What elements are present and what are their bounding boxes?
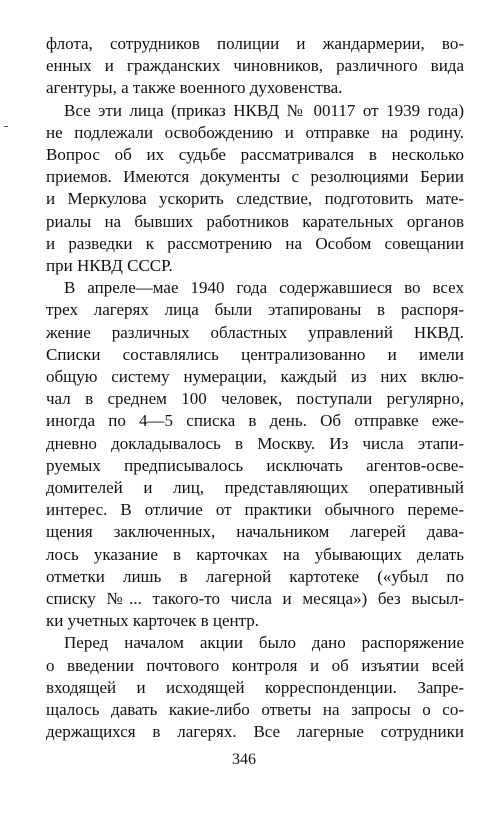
- text-line: иногда по 4—5 списка в день. Об отправке еже-: [46, 411, 464, 431]
- text-line: Перед началом акции было дано распоряжение: [64, 633, 464, 653]
- text-line: агентуры, а также военного духовенства.: [46, 78, 343, 98]
- text-line: при НКВД СССР.: [46, 256, 173, 275]
- text-line: ки учетных карточек в центр.: [46, 611, 259, 631]
- text-line: Списки составлялись централизованно и имели: [46, 344, 464, 364]
- text-line: трех лагерях лица были этапированы в распоря-: [46, 300, 464, 320]
- text-line: отметки лишь в лагерной картотеке («убыл по: [46, 566, 464, 586]
- text-line: держащихся в лагерях. Все лагерные сотрудники: [46, 722, 464, 742]
- text-line: о введении почтового контроля и об изъятии всей: [46, 655, 464, 675]
- text-line: В апреле—мае 1940 года содержавшиеся во всех: [64, 278, 464, 298]
- text-line: флота, сотрудников полиции и жандармерии, во-: [46, 34, 464, 53]
- text-line: домителей и лиц, представляющих оперативный: [46, 478, 464, 497]
- text-line: лось указание в карточках на убывающих делать: [46, 544, 464, 564]
- text-line: Вопрос об их судьбе рассматривался в несколько: [46, 145, 464, 164]
- text-line: щалось давать какие-либо ответы на запросы о со-: [46, 700, 464, 719]
- text-line: щения заключенных, начальником лагерей дава-: [46, 522, 464, 542]
- text-line: енных и гражданских чиновников, различного вида: [46, 56, 464, 76]
- text-line: дневно докладывалось в Москву. Из числа этапи-: [46, 433, 464, 453]
- text-line: списку №... такого-то числа и месяца») без высыл-: [46, 589, 464, 608]
- page-number: 346: [232, 751, 256, 769]
- text-line: входящей и исходящей корреспонденции. Запре-: [46, 677, 464, 697]
- text-line: интерес. В отличие от практики обычного переме-: [46, 500, 464, 520]
- text-line: риалы на бывших работников карательных органов: [46, 211, 464, 231]
- text-line: руемых предписывалось исключать агентов-осве-: [46, 455, 464, 475]
- text-line: и Меркулова ускорить следствие, подготовить мате-: [46, 189, 464, 209]
- text-line: чал в среднем 100 человек, поступали регулярно,: [46, 389, 464, 409]
- text-line: общую систему нумерации, каждый из них вклю-: [46, 367, 464, 386]
- text-line: Все эти лица (приказ НКВД № 00117 от 1939 года): [64, 100, 464, 120]
- text-line: не подлежали освобождению и отправке на родину.: [46, 122, 464, 142]
- text-line: приемов. Имеются документы с резолюциями Берии: [46, 167, 464, 187]
- scan-speck: [4, 126, 8, 127]
- text-line: и разведки к рассмотрению на Особом совещании: [46, 233, 464, 253]
- text-line: жение различных областных управлений НКВД.: [46, 322, 464, 342]
